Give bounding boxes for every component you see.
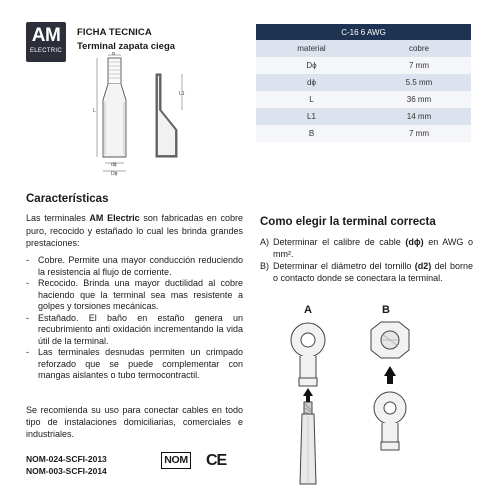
features-intro — [26, 212, 243, 250]
spec-value: 7 mm — [367, 57, 471, 74]
spec-value: 7 mm — [367, 125, 471, 142]
norm-code: NOM-024-SCFI-2013 — [26, 454, 107, 464]
doc-type: FICHA TECNICA — [77, 27, 152, 38]
spec-value: cobre — [367, 40, 471, 57]
table-row — [256, 57, 471, 74]
spec-table-title: C-16 6 AWG — [256, 24, 471, 40]
spec-param: L — [256, 91, 367, 108]
table-row — [256, 91, 471, 108]
step-text-post: del borne o contacto donde se conectara la terminal. — [273, 261, 473, 283]
spec-table — [256, 24, 471, 142]
spec-value: 14 mm — [367, 108, 471, 125]
step-label: B) — [260, 261, 269, 271]
step-text-bold: (d2) — [414, 261, 432, 271]
figure-b-illustration — [355, 318, 425, 468]
list-item — [260, 260, 473, 284]
dim-label-l: L — [93, 108, 96, 114]
spec-param: material — [256, 40, 367, 57]
list-item: - Estañado. El baño en estaño genera un recubrimiento anti oxidación incrementando la vida útil de la terminal. — [26, 313, 243, 348]
step-label: A) — [260, 237, 269, 247]
figure-a-illustration — [272, 318, 348, 486]
table-row — [256, 108, 471, 125]
spec-value: 5.5 mm — [367, 74, 471, 91]
figure-label-a: A — [304, 304, 312, 316]
features-list — [26, 255, 243, 382]
dim-label-dphi-small: dϕ — [111, 162, 117, 168]
logo-main-text: AM — [31, 25, 61, 46]
list-item: - Recocido. Brinda una mayor ductilidad al cobre haciendo que la terminal sea mas resistente a golpes y torsiones mecánicas. — [26, 278, 243, 313]
usage-recommendation: Se recomienda su uso para conectar cables en todo tipo de instalaciones domiciliarias, comerciales e industriales. — [26, 405, 243, 439]
step-text-post: en AWG o mm². — [273, 237, 473, 259]
norm-code: NOM-003-SCFI-2014 — [26, 466, 107, 476]
dim-label-l1: L1 — [179, 91, 185, 97]
selection-steps — [260, 236, 473, 284]
list-item: - Las terminales desnudas permiten un crimpado reforzado que se puede complementar con mangas aislantes o tubo termocontractil. — [26, 347, 243, 382]
intro-brand: AM Electric — [89, 213, 140, 223]
spec-param: Dϕ — [256, 57, 367, 74]
figure-label-b: B — [382, 304, 390, 316]
intro-text-post: son fabricadas en cobre puro, recocido y estañado lo cual les brinda grandes prestaciones: — [26, 213, 243, 248]
spec-param: B — [256, 125, 367, 142]
step-text-bold: (dϕ) — [405, 237, 424, 247]
table-row — [256, 74, 471, 91]
dim-label-b: B — [112, 52, 116, 57]
step-text-pre: Determinar el diámetro del tornillo — [273, 261, 415, 271]
table-row — [256, 40, 471, 57]
table-row — [256, 125, 471, 142]
nom-certification-logo: NOM — [161, 452, 191, 469]
spec-param: L1 — [256, 108, 367, 125]
step-text-pre: Determinar el calibre de cable — [273, 237, 406, 247]
spec-param: dϕ — [256, 74, 367, 91]
dim-label-dphi: Dϕ — [111, 171, 118, 177]
list-item: - Cobre. Permite una mayor conducción reduciendo la resistencia al flujo de corriente. — [26, 255, 243, 278]
logo-sub-text: ELECTRIC — [29, 48, 63, 54]
terminal-technical-drawing — [60, 52, 190, 182]
intro-text-pre: Las terminales — [26, 213, 90, 223]
product-name: Terminal zapata ciega — [77, 41, 176, 52]
features-title: Características — [26, 193, 109, 205]
ce-certification-logo: CE — [206, 452, 227, 469]
spec-value: 36 mm — [367, 91, 471, 108]
selection-guide-title: Como elegir la terminal correcta — [260, 216, 436, 228]
list-item — [260, 236, 473, 260]
